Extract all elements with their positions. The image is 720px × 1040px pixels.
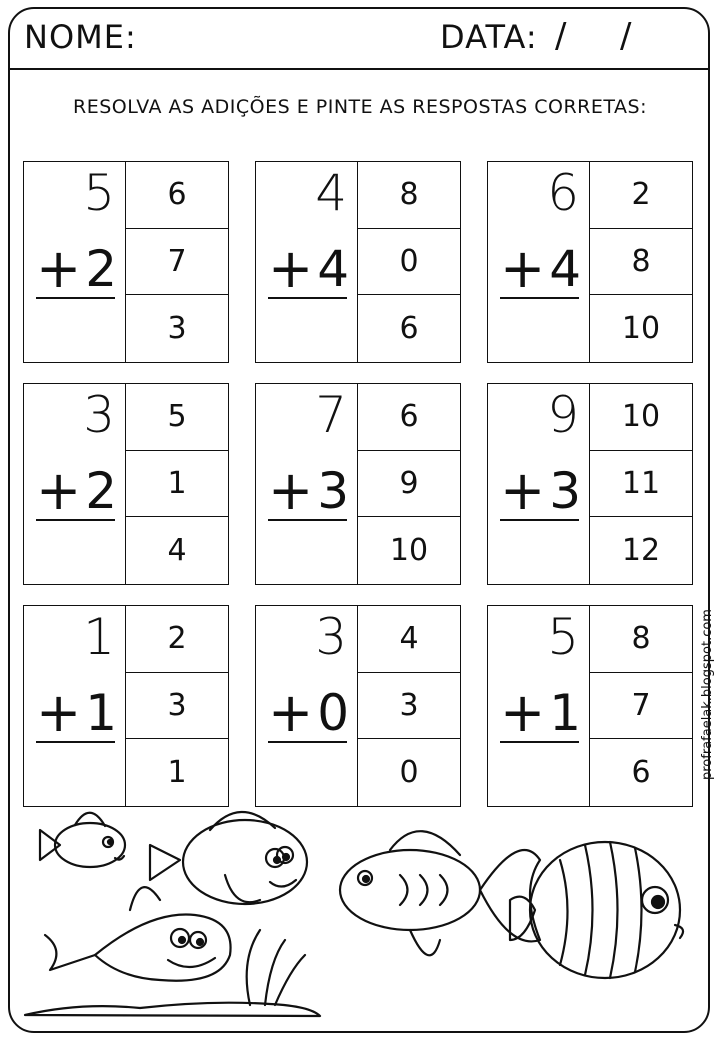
bottom-addend: 1 (549, 684, 581, 742)
sum-line (268, 741, 347, 743)
plus-sign: + (268, 459, 314, 522)
sea-fish-illustration-icon (20, 790, 700, 1025)
problem-box (487, 161, 693, 363)
addition-problem (256, 162, 358, 362)
problem-box (23, 383, 229, 585)
bottom-addend: 0 (317, 684, 349, 742)
answer-options (358, 384, 460, 584)
answer-option[interactable]: 11 (590, 451, 692, 518)
answer-options (126, 162, 228, 362)
bottom-addend: 4 (549, 240, 581, 298)
top-addend: 7 (315, 386, 347, 444)
problem-box (23, 161, 229, 363)
plus-sign: + (36, 237, 82, 300)
answer-options (126, 384, 228, 584)
answer-option[interactable]: 6 (126, 162, 228, 229)
sum-line (500, 741, 579, 743)
answer-option[interactable]: 8 (358, 162, 460, 229)
problem-box (487, 383, 693, 585)
plus-sign: + (500, 459, 546, 522)
name-label: NOME: (24, 18, 137, 56)
bottom-addend: 3 (317, 462, 349, 520)
bottom-addend: 2 (85, 462, 117, 520)
answer-option[interactable]: 2 (126, 606, 228, 673)
sum-line (500, 519, 579, 521)
plus-sign: + (36, 459, 82, 522)
answer-option[interactable]: 12 (621, 532, 661, 568)
blog-credit: profrafaelak.blogspot.com (700, 609, 715, 780)
addition-problem (256, 384, 358, 584)
answer-options (590, 606, 692, 806)
header-divider (8, 68, 710, 70)
answer-option[interactable]: 10 (389, 532, 429, 568)
top-addend: 4 (315, 164, 347, 222)
answer-option[interactable]: 10 (621, 310, 661, 346)
sum-line (268, 519, 347, 521)
answer-option[interactable]: 6 (399, 310, 419, 346)
sum-line (36, 519, 115, 521)
answer-option[interactable]: 1 (167, 754, 187, 790)
bottom-addend: 2 (85, 240, 117, 298)
answer-option[interactable]: 1 (126, 451, 228, 518)
answer-option[interactable]: 4 (167, 532, 187, 568)
answer-option[interactable]: 10 (590, 384, 692, 451)
addition-problem (24, 162, 126, 362)
addition-problem (488, 606, 590, 806)
answer-options (590, 162, 692, 362)
answer-options (358, 162, 460, 362)
addition-problem (488, 384, 590, 584)
plus-sign: + (500, 681, 546, 744)
problem-box (255, 383, 461, 585)
bottom-addend: 1 (85, 684, 117, 742)
plus-sign: + (36, 681, 82, 744)
top-addend: 6 (547, 164, 579, 222)
sum-line (268, 297, 347, 299)
date-separator-2: / (620, 16, 632, 56)
answer-option[interactable]: 7 (126, 229, 228, 296)
answer-option[interactable]: 0 (358, 229, 460, 296)
answer-options (590, 384, 692, 584)
answer-option[interactable]: 7 (590, 673, 692, 740)
problem-box (255, 605, 461, 807)
answer-option[interactable]: 3 (167, 310, 187, 346)
date-separator-1: / (555, 16, 567, 56)
addition-problem (24, 606, 126, 806)
plus-sign: + (268, 681, 314, 744)
bottom-addend: 4 (317, 240, 349, 298)
answer-option[interactable]: 4 (358, 606, 460, 673)
problem-box (23, 605, 229, 807)
answer-option[interactable]: 9 (358, 451, 460, 518)
addition-problem (256, 606, 358, 806)
answer-option[interactable]: 0 (399, 754, 419, 790)
top-addend: 3 (83, 386, 115, 444)
answer-option[interactable]: 6 (358, 384, 460, 451)
top-addend: 1 (83, 608, 115, 666)
top-addend: 9 (547, 386, 579, 444)
answer-options (358, 606, 460, 806)
problem-box (487, 605, 693, 807)
answer-option[interactable]: 3 (126, 673, 228, 740)
problem-box (255, 161, 461, 363)
addition-problem (24, 384, 126, 584)
top-addend: 5 (547, 608, 579, 666)
sum-line (36, 297, 115, 299)
answer-option[interactable]: 6 (631, 754, 651, 790)
plus-sign: + (268, 237, 314, 300)
answer-option[interactable]: 2 (590, 162, 692, 229)
addition-problem (488, 162, 590, 362)
sum-line (36, 741, 115, 743)
answer-options (126, 606, 228, 806)
answer-option[interactable]: 5 (126, 384, 228, 451)
plus-sign: + (500, 237, 546, 300)
answer-option[interactable]: 3 (358, 673, 460, 740)
bottom-addend: 3 (549, 462, 581, 520)
answer-option[interactable]: 8 (590, 606, 692, 673)
top-addend: 3 (315, 608, 347, 666)
answer-option[interactable]: 8 (590, 229, 692, 296)
top-addend: 5 (83, 164, 115, 222)
date-label: DATA: (440, 18, 538, 56)
instruction-text: RESOLVA AS ADIÇÕES E PINTE AS RESPOSTAS CORRETAS: (73, 96, 647, 118)
sum-line (500, 297, 579, 299)
